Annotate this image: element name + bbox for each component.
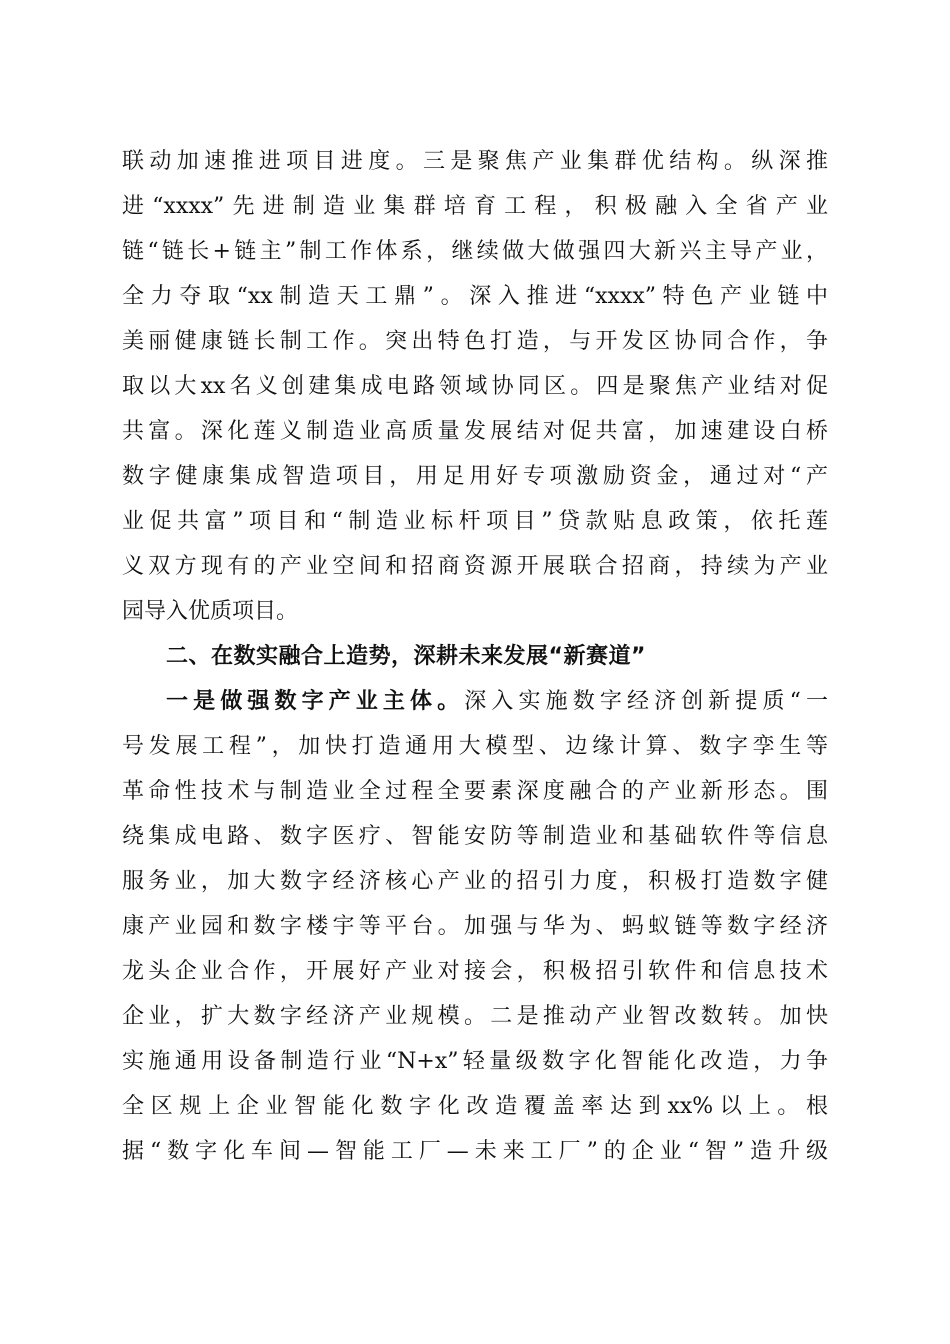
text-line: 全区规上企业智能化数字化改造覆盖率达到xx%以上。根 [122,1094,828,1119]
text-line: 业促共富”项目和“制造业标杆项目”贷款贴息政策，依托莲 [122,509,828,534]
section-heading: 二、在数实融合上造势，深耕未来发展“新赛道” [166,644,646,669]
text-line: 园导入优质项目。 [122,599,299,624]
text-line: 龙头企业合作，开展好产业对接会，积极招引软件和信息技术 [122,959,828,984]
text-line: 据“数字化车间—智能工厂—未来工厂”的企业“智”造升级 [122,1139,828,1164]
text-line: 进“xxxx”先进制造业集群培育工程，积极融入全省产业 [122,194,828,219]
text-line: 取以大xx名义创建集成电路领域协同区。四是聚焦产业结对促 [122,374,828,399]
text-line: 义双方现有的产业空间和招商资源开展联合招商，持续为产业 [122,554,828,579]
text-line: 美丽健康链长制工作。突出特色打造，与开发区协同合作，争 [122,329,828,354]
text-line: 数字健康集成智造项目，用足用好专项激励资金，通过对“产 [122,464,828,489]
text-line: 号发展工程”，加快打造通用大模型、边缘计算、数字孪生等 [122,734,828,759]
paragraph-2 [122,679,828,1174]
paragraph-1 [122,139,828,634]
text-line: 康产业园和数字楼宇等平台。加强与华为、蚂蚁链等数字经济 [122,914,828,939]
text-line: 联动加速推进项目进度。三是聚焦产业集群优结构。纵深推 [122,149,828,174]
text-line: 企业，扩大数字经济产业规模。二是推动产业智改数转。加快 [122,1004,828,1029]
text-line: 共富。深化莲义制造业高质量发展结对促共富，加速建设白桥 [122,419,828,444]
subsection-lead: 一是做强数字产业主体。 [166,688,465,714]
document-page [122,139,828,1174]
text-line-first [122,679,828,724]
text-line: 链“链长+链主”制工作体系，继续做大做强四大新兴主导产业， [122,239,828,264]
text-line: 服务业，加大数字经济核心产业的招引力度，积极打造数字健 [122,869,828,894]
text-line: 全力夺取“xx制造天工鼎”。深入推进“xxxx”特色产业链中 [122,284,828,309]
text-fragment: 深入实施数字经济创新提质“一 [464,689,828,714]
text-line: 革命性技术与制造业全过程全要素深度融合的产业新形态。围 [122,779,828,804]
text-line: 绕集成电路、数字医疗、智能安防等制造业和基础软件等信息 [122,824,828,849]
text-line: 实施通用设备制造行业“N+x”轻量级数字化智能化改造，力争 [122,1049,828,1074]
